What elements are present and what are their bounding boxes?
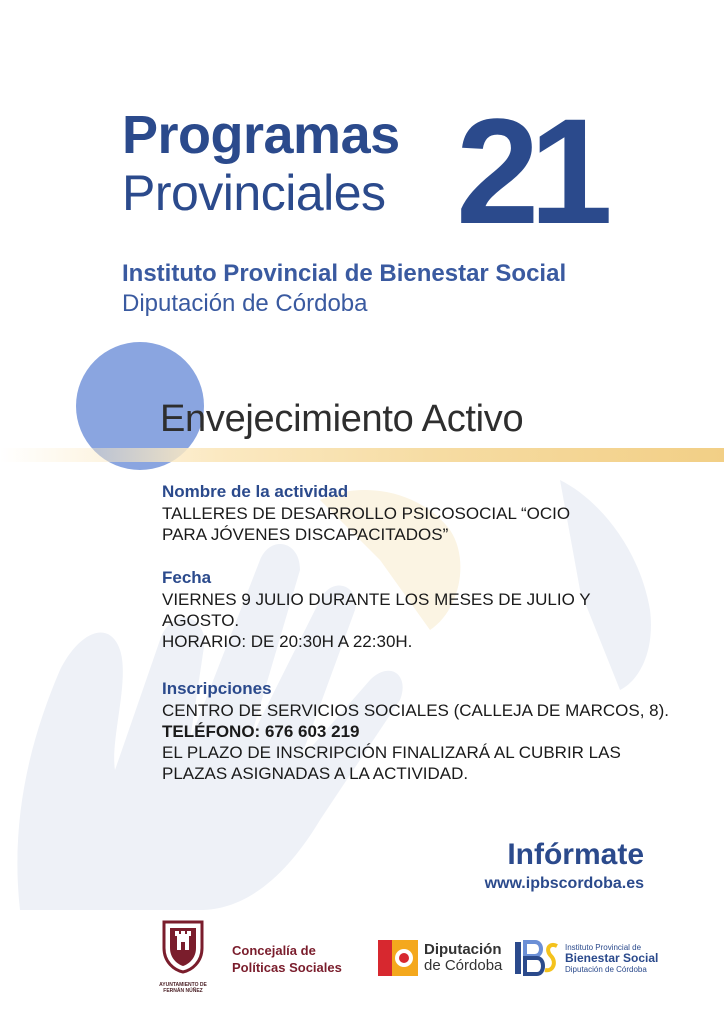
ipbs-line2: Bienestar Social bbox=[565, 950, 659, 965]
date-label: Fecha bbox=[162, 568, 212, 587]
coat-of-arms-icon bbox=[160, 918, 206, 974]
program-title-line1: Programas bbox=[122, 105, 400, 165]
concejalia-label bbox=[232, 942, 342, 976]
date-line1: VIERNES 9 JULIO DURANTE LOS MESES DE JULIO Y bbox=[162, 590, 591, 609]
diputacion-logo bbox=[378, 938, 502, 978]
ayuntamiento-logo bbox=[150, 918, 216, 994]
dip-line1: Diputación bbox=[424, 941, 502, 958]
signup-deadline-line1: EL PLAZO DE INSCRIPCIÓN FINALIZARÁ AL CUBRIR LAS bbox=[162, 743, 621, 762]
concejalia-line1: Concejalía de bbox=[232, 943, 316, 958]
ayto-caption-line2: FERNÁN NÚÑEZ bbox=[163, 988, 203, 994]
signup-deadline-line2: PLAZAS ASIGNADAS A LA ACTIVIDAD. bbox=[162, 764, 469, 783]
institute-name: Instituto Provincial de Bienestar Social bbox=[122, 260, 567, 287]
activity-name-line2: PARA JÓVENES DISCAPACITADOS” bbox=[162, 525, 449, 544]
activity-details bbox=[162, 481, 682, 784]
program-title-line2: Provinciales bbox=[122, 165, 386, 221]
signup-phone: TELÉFONO: 676 603 219 bbox=[162, 722, 360, 741]
section-title: Envejecimiento Activo bbox=[160, 398, 524, 440]
diputacion-name: Diputación de Córdoba bbox=[122, 290, 368, 317]
ipbs-logo bbox=[515, 938, 658, 978]
schedule-line: HORARIO: DE 20:30H A 22:30H. bbox=[162, 632, 413, 651]
concejalia-line2: Políticas Sociales bbox=[232, 960, 342, 975]
decorative-stripe bbox=[0, 448, 724, 462]
informate-heading: Infórmate bbox=[507, 838, 644, 871]
activity-name-label: Nombre de la actividad bbox=[162, 482, 349, 501]
website-link[interactable]: www.ipbscordoba.es bbox=[484, 875, 644, 892]
program-number: 21 bbox=[456, 87, 603, 255]
ipbs-line1: Instituto Provincial de bbox=[565, 942, 642, 952]
ipbs-mark-icon bbox=[515, 938, 561, 978]
ayto-caption-line1: AYUNTAMIENTO DE bbox=[159, 982, 207, 988]
dip-line2: de Córdoba bbox=[424, 957, 503, 974]
activity-name-line1: TALLERES DE DESARROLLO PSICOSOCIAL “OCIO bbox=[162, 504, 571, 523]
ipbs-line3: Diputación de Córdoba bbox=[565, 964, 647, 974]
diputacion-mark-icon bbox=[378, 938, 418, 978]
date-line2: AGOSTO. bbox=[162, 611, 240, 630]
signup-location: CENTRO DE SERVICIOS SOCIALES (CALLEJA DE MARCOS, 8). bbox=[162, 701, 669, 720]
signup-label: Inscripciones bbox=[162, 679, 272, 698]
